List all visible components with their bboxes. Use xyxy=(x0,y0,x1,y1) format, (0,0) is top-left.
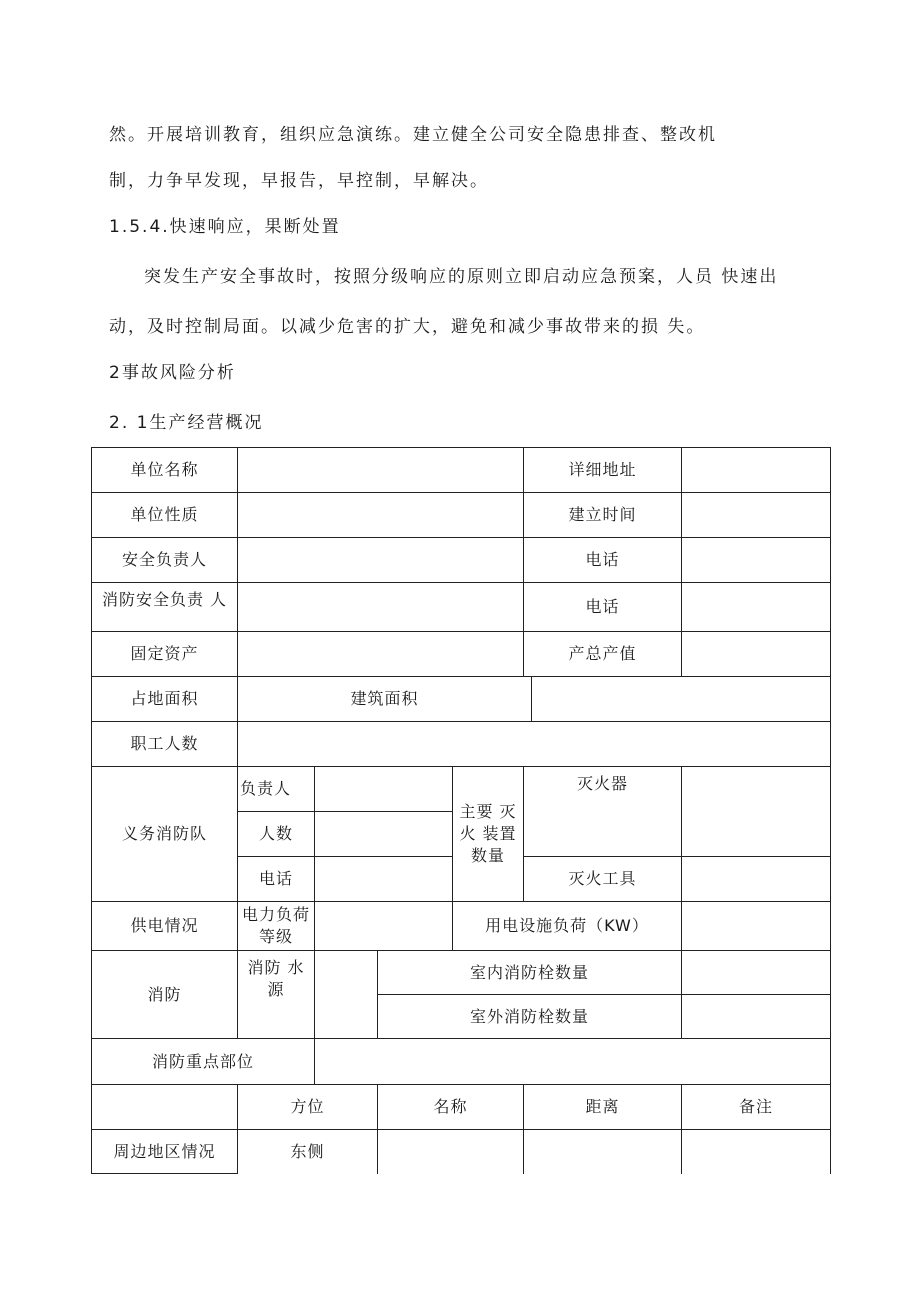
paragraph-line: 动，及时控制局面。以减少危害的扩大，避免和减少事故带来的损 失。 xyxy=(109,317,706,337)
field-output-value[interactable] xyxy=(682,632,831,677)
label-phone: 电话 xyxy=(524,538,682,583)
field-fire-safety-phone[interactable] xyxy=(682,583,831,632)
field-leader[interactable] xyxy=(315,767,453,812)
label-output-value: 产总产值 xyxy=(524,632,682,677)
section-heading-2: 2事故风险分析 xyxy=(109,363,236,383)
label-fire-tools: 灭火工具 xyxy=(524,857,682,902)
label-extinguisher: 灭火器 xyxy=(524,767,682,857)
label-safety-person: 安全负责人 xyxy=(92,538,238,583)
label-established: 建立时间 xyxy=(524,493,682,538)
field-unit-name[interactable] xyxy=(238,448,524,493)
label-team-phone: 电话 xyxy=(238,857,315,902)
field-headcount[interactable] xyxy=(315,812,453,857)
field-safety-person[interactable] xyxy=(238,538,524,583)
label-volunteer-team: 义务消防队 xyxy=(92,767,238,902)
label-building-area: 建筑面积 xyxy=(238,677,532,722)
label-fixed-assets: 固定资产 xyxy=(92,632,238,677)
field-key-fire-areas[interactable] xyxy=(315,1039,831,1085)
label-outdoor-hydrants: 室外消防栓数量 xyxy=(378,995,682,1039)
label-fire-safety-person: 消防安全负责 人 xyxy=(92,583,238,632)
label-headcount: 人数 xyxy=(238,812,315,857)
header-distance: 距离 xyxy=(524,1085,682,1130)
field-address[interactable] xyxy=(682,448,831,493)
paragraph-line: 然。开展培训教育，组织应急演练。建立健全公司安全隐患排查、整改机 xyxy=(109,125,717,145)
header-name: 名称 xyxy=(378,1085,524,1130)
field-fire-safety-person[interactable] xyxy=(238,583,524,632)
field-fire-water[interactable] xyxy=(315,951,378,1039)
field-safety-phone[interactable] xyxy=(682,538,831,583)
section-heading-1-5-4: 1.5.4.快速响应，果断处置 xyxy=(109,217,341,237)
label-staff-count: 职工人数 xyxy=(92,722,238,767)
field-power-load-level[interactable] xyxy=(315,902,453,951)
field-building-area[interactable] xyxy=(532,677,831,722)
field-indoor-hydrants[interactable] xyxy=(682,951,831,995)
label-address: 详细地址 xyxy=(524,448,682,493)
header-remark: 备注 xyxy=(682,1085,831,1130)
field-unit-nature[interactable] xyxy=(238,493,524,538)
company-overview-table xyxy=(91,447,831,1174)
label-power-load-level: 电力负荷等级 xyxy=(238,902,315,951)
label-land-area: 占地面积 xyxy=(92,677,238,722)
label-phone: 电话 xyxy=(524,583,682,632)
header-direction: 方位 xyxy=(238,1085,378,1130)
field-fixed-assets[interactable] xyxy=(238,632,524,677)
label-fire: 消防 xyxy=(92,951,238,1039)
field-power-load-kw[interactable] xyxy=(682,902,831,951)
label-east: 东侧 xyxy=(238,1130,378,1174)
section-heading-2-1: 2. 1生产经营概况 xyxy=(109,413,264,433)
label-key-fire-areas: 消防重点部位 xyxy=(92,1039,315,1085)
label-power-load-kw: 用电设施负荷（KW） xyxy=(453,902,682,951)
header-empty-cell xyxy=(92,1085,238,1130)
paragraph-line: 突发生产安全事故时，按照分级响应的原则立即启动应急预案，人员 快速出 xyxy=(144,267,779,287)
field-east-remark[interactable] xyxy=(682,1130,831,1174)
label-fire-water: 消防 水源 xyxy=(238,951,315,1039)
field-team-phone[interactable] xyxy=(315,857,453,902)
label-power-supply: 供电情况 xyxy=(92,902,238,951)
label-main-equipment: 主要 灭火 装置 数量 xyxy=(453,767,524,902)
paragraph-line: 制，力争早发现，早报告，早控制，早解决。 xyxy=(109,171,489,191)
label-unit-nature: 单位性质 xyxy=(92,493,238,538)
field-fire-tools[interactable] xyxy=(682,857,831,902)
label-leader: 负责人 xyxy=(238,767,315,812)
field-staff-count[interactable] xyxy=(238,722,831,767)
label-indoor-hydrants: 室内消防栓数量 xyxy=(378,951,682,995)
field-east-distance[interactable] xyxy=(524,1130,682,1174)
label-unit-name: 单位名称 xyxy=(92,448,238,493)
field-east-name[interactable] xyxy=(378,1130,524,1174)
field-established[interactable] xyxy=(682,493,831,538)
field-extinguisher[interactable] xyxy=(682,767,831,857)
label-surroundings: 周边地区情况 xyxy=(92,1130,238,1174)
field-outdoor-hydrants[interactable] xyxy=(682,995,831,1039)
